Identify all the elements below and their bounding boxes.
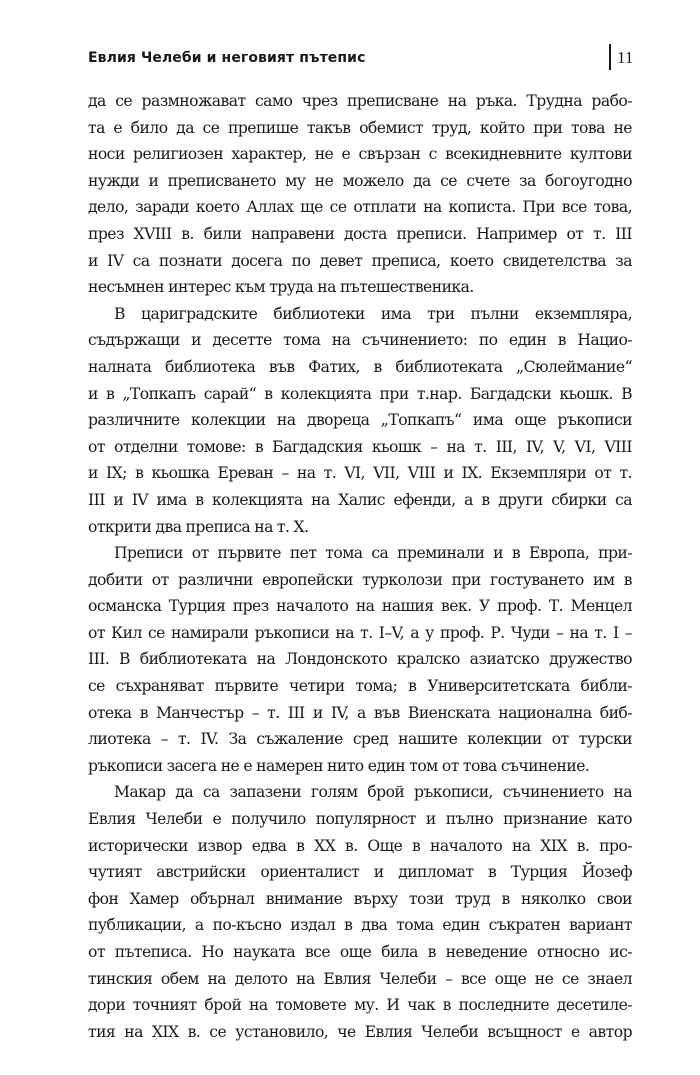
text-line: добити от различни европейски турколози при гостуването им в [88,570,632,589]
text-line: фон Хамер обърнал внимание върху този труд в няколко свои [88,889,632,908]
body-text [88,88,632,1045]
running-head [88,42,632,72]
text-line: съдържащи и десетте тома на съчинението: по един в Нацио- [88,331,632,350]
text-line: през XVIII в. били направени доста преписи. Например от т. III [88,224,632,243]
text-line: да се размножават само чрез преписване на ръка. Трудна рабо- [88,92,632,110]
text-line: III и IV има в колекцията на Халис ефенди, а в други сбирки са [88,490,632,509]
text-line: и IX; в кьошка Ереван – на т. VI, VII, VIII и IX. Екземпляри от т. [88,464,632,483]
text-line: налната библиотека във Фатих, в библиотеката „Сюлеймание“ [88,357,632,376]
text-line: чутият австрийски ориенталист и дипломат в Турция Йозеф [88,863,632,882]
text-line: Макар да са запазени голям брой ръкописи, съчинението на [114,783,632,802]
text-line: нужди и преписването му не можело да се счете за богоугодно [88,171,632,190]
text-line: отека в Манчестър – т. III и IV, а във Виенската национална биб- [88,703,632,722]
paragraph [88,301,632,540]
text-line: открити два преписа на т. X. [88,517,309,536]
text-line: публикации, а по-късно издал в два тома един съкратен вариант [88,916,632,935]
text-line: дори точният брой на томовете му. И чак в последните десетиле- [88,996,632,1015]
text-line: лиотека – т. IV. За съжаление сред нашите колекции от турски [88,730,632,749]
text-line: тинския обем на делото на Евлия Челеби – все още не се знаел [88,969,632,988]
page-number: 11 [617,48,634,67]
text-line: III. В библиотеката на Лондонското кралско азиатско дружество [88,650,632,669]
text-line: дело, заради което Аллах ще се отплати на кописта. При все това, [88,198,632,217]
text-line: В цариградските библиотеки има три пълни екземпляра, [114,304,632,323]
text-line: се съхраняват първите четири тома; в Университетската библи- [88,677,632,696]
running-title: Евлия Челеби и неговият пътепис [88,50,366,66]
text-line: носи религиозен характер, не е свързан с всекидневните култови [88,145,632,164]
text-line: исторически извор едва в XX в. Още в началото на XIX в. про- [88,836,632,855]
text-line: османска Турция през началото на нашия век. У проф. Т. Менцел [88,597,632,616]
text-line: ръкописи засега не е намерен нито един том от това съчинение. [88,756,590,775]
text-line: от пътеписа. Но науката все още била в неведение относно ис- [88,943,632,961]
folio-divider [609,44,611,70]
paragraph [88,779,632,1045]
paragraph [88,88,632,301]
paragraph [88,540,632,779]
text-line: та е било да се препише такъв обемист труд, който при това не [88,118,632,137]
text-line: от отделни томове: в Багдадския кьошк – на т. III, IV, V, VI, VIII [88,437,632,456]
text-line: от Кил се намирали ръкописи на т. I–V, а у проф. Р. Чуди – на т. I – [88,623,632,642]
text-line: и в „Топкапъ сарай“ в колекцията при т.нар. Багдадски кьошк. В [88,384,632,403]
text-line: несъмнен интерес към труда на пътешественика. [88,278,474,297]
text-line: Евлия Челеби е получило популярност и пълно признание като [88,810,632,829]
text-line: тия на XIX в. се установило, че Евлия Челеби всъщност е автор [88,1022,632,1041]
text-line: Преписи от първите пет тома са преминали и в Европа, при- [114,544,632,563]
text-line: различните колекции на двореца „Топкапъ“ има още ръкописи [88,411,632,430]
text-line: и IV са познати досега по девет преписа, което свидетелства за [88,251,632,270]
